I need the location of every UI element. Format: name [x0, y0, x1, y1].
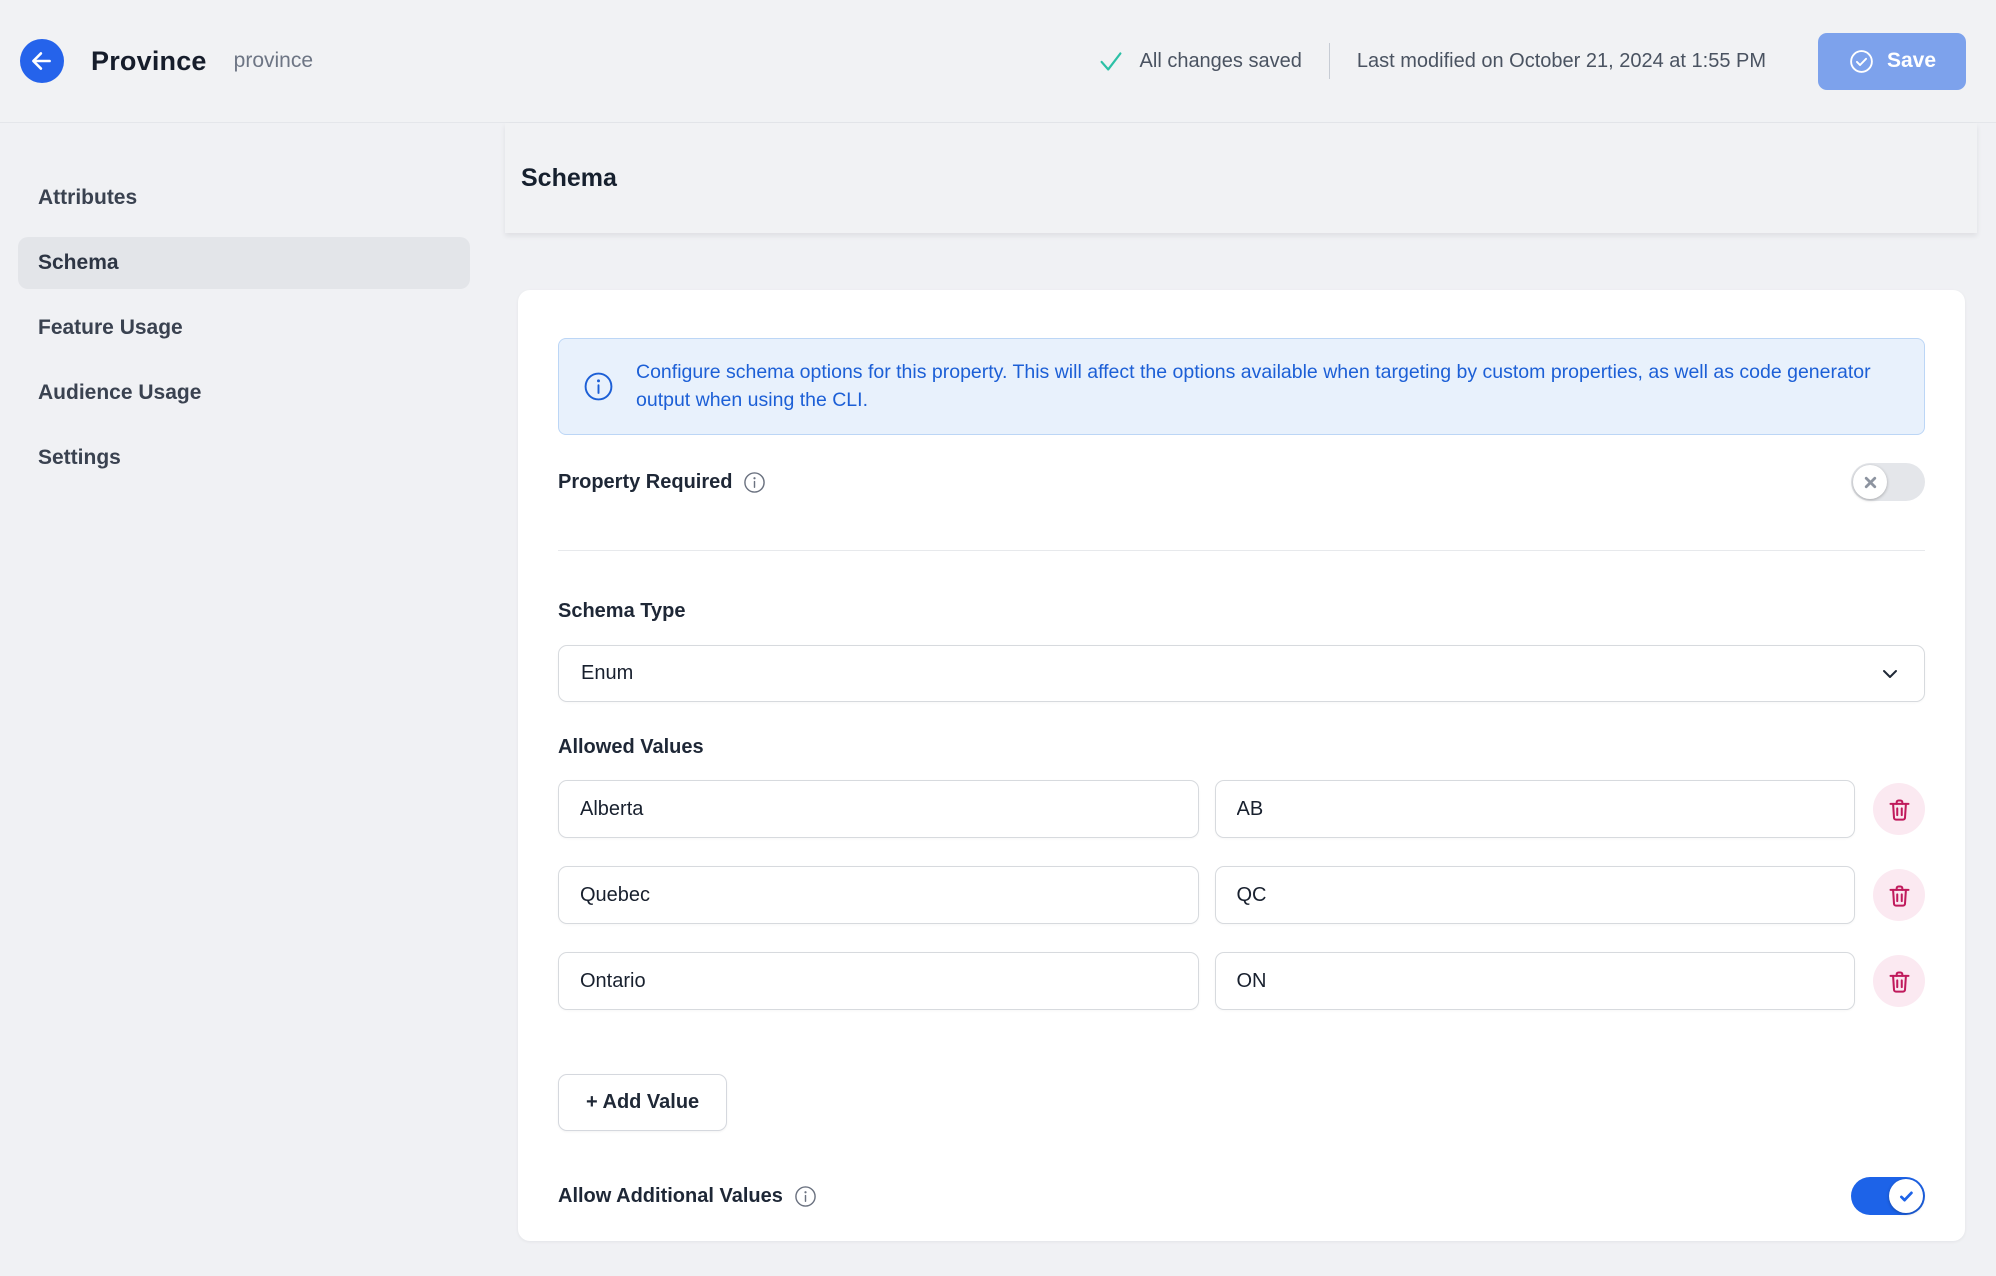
property-required-label: Property Required — [558, 470, 733, 493]
header-right — [1096, 33, 1966, 90]
delete-value-button[interactable] — [1873, 955, 1925, 1007]
header-divider — [1329, 43, 1330, 79]
delete-value-button[interactable] — [1873, 783, 1925, 835]
section-divider — [558, 550, 1925, 551]
sidebar-item-audience-usage[interactable] — [18, 367, 470, 419]
trash-icon — [1886, 796, 1913, 823]
schema-type-label: Schema Type — [558, 600, 686, 623]
sidebar-item-attributes[interactable] — [18, 172, 470, 224]
sidebar-item-settings[interactable] — [18, 432, 470, 484]
page-subtitle: province — [233, 49, 314, 72]
value-name-input[interactable] — [558, 780, 1199, 838]
saved-status: All changes saved — [1139, 49, 1302, 72]
value-code-input[interactable] — [1215, 866, 1856, 924]
allowed-values-label: Allowed Values — [558, 736, 704, 759]
sidebar-item-label: Schema — [38, 251, 119, 274]
trash-icon — [1886, 968, 1913, 995]
schema-card — [518, 290, 1965, 1241]
allow-additional-row — [558, 1177, 1925, 1215]
sidebar-item-feature-usage[interactable] — [18, 302, 470, 354]
sidebar-item-label: Attributes — [38, 186, 138, 209]
delete-value-button[interactable] — [1873, 869, 1925, 921]
sidebar — [0, 123, 505, 1276]
info-banner-text: Configure schema options for this property. This will affect the options available when targeting by custom properties, as well as code generator output when using the CLI. — [636, 361, 1871, 411]
schema-type-select[interactable] — [558, 645, 1925, 702]
allow-additional-info-icon[interactable] — [794, 1185, 817, 1208]
check-icon — [1898, 1188, 1915, 1205]
sidebar-item-schema[interactable] — [18, 237, 470, 289]
property-required-toggle[interactable] — [1851, 463, 1925, 501]
sidebar-item-label: Settings — [38, 446, 121, 469]
last-modified: Last modified on October 21, 2024 at 1:55 PM — [1356, 49, 1766, 72]
value-code-input[interactable] — [1215, 780, 1856, 838]
chevron-down-icon — [1878, 662, 1902, 686]
allowed-value-row — [558, 866, 1925, 924]
app-header — [0, 0, 1996, 123]
allowed-value-row — [558, 780, 1925, 838]
back-button[interactable] — [20, 39, 64, 83]
value-name-input[interactable] — [558, 866, 1199, 924]
value-code-input[interactable] — [1215, 952, 1856, 1010]
info-banner — [558, 338, 1925, 435]
section-title-band — [505, 123, 1977, 233]
page-title: Province — [91, 45, 207, 76]
allow-additional-toggle[interactable] — [1851, 1177, 1925, 1215]
schema-type-value: Enum — [581, 662, 634, 685]
allow-additional-label: Allow Additional Values — [558, 1184, 783, 1207]
arrow-left-icon — [29, 48, 55, 74]
save-button-label: Save — [1886, 49, 1937, 72]
value-name-input[interactable] — [558, 952, 1199, 1010]
toggle-knob — [1853, 465, 1887, 499]
info-icon — [583, 371, 614, 402]
allowed-value-row — [558, 952, 1925, 1010]
property-required-row — [558, 463, 1925, 501]
save-button[interactable] — [1818, 33, 1966, 90]
section-title: Schema — [521, 163, 617, 192]
circle-check-icon — [1848, 48, 1875, 75]
allow-additional-label-group — [558, 1185, 817, 1208]
add-value-button[interactable]: + Add Value — [558, 1074, 727, 1131]
property-required-label-group — [558, 471, 766, 494]
sidebar-item-label: Audience Usage — [38, 381, 202, 404]
toggle-knob — [1889, 1179, 1923, 1213]
trash-icon — [1886, 882, 1913, 909]
sidebar-item-label: Feature Usage — [38, 316, 183, 339]
main-content — [505, 123, 1996, 1276]
layout — [0, 123, 1996, 1276]
property-required-info-icon[interactable] — [743, 471, 766, 494]
x-icon — [1863, 475, 1878, 490]
saved-check-icon — [1096, 46, 1126, 76]
